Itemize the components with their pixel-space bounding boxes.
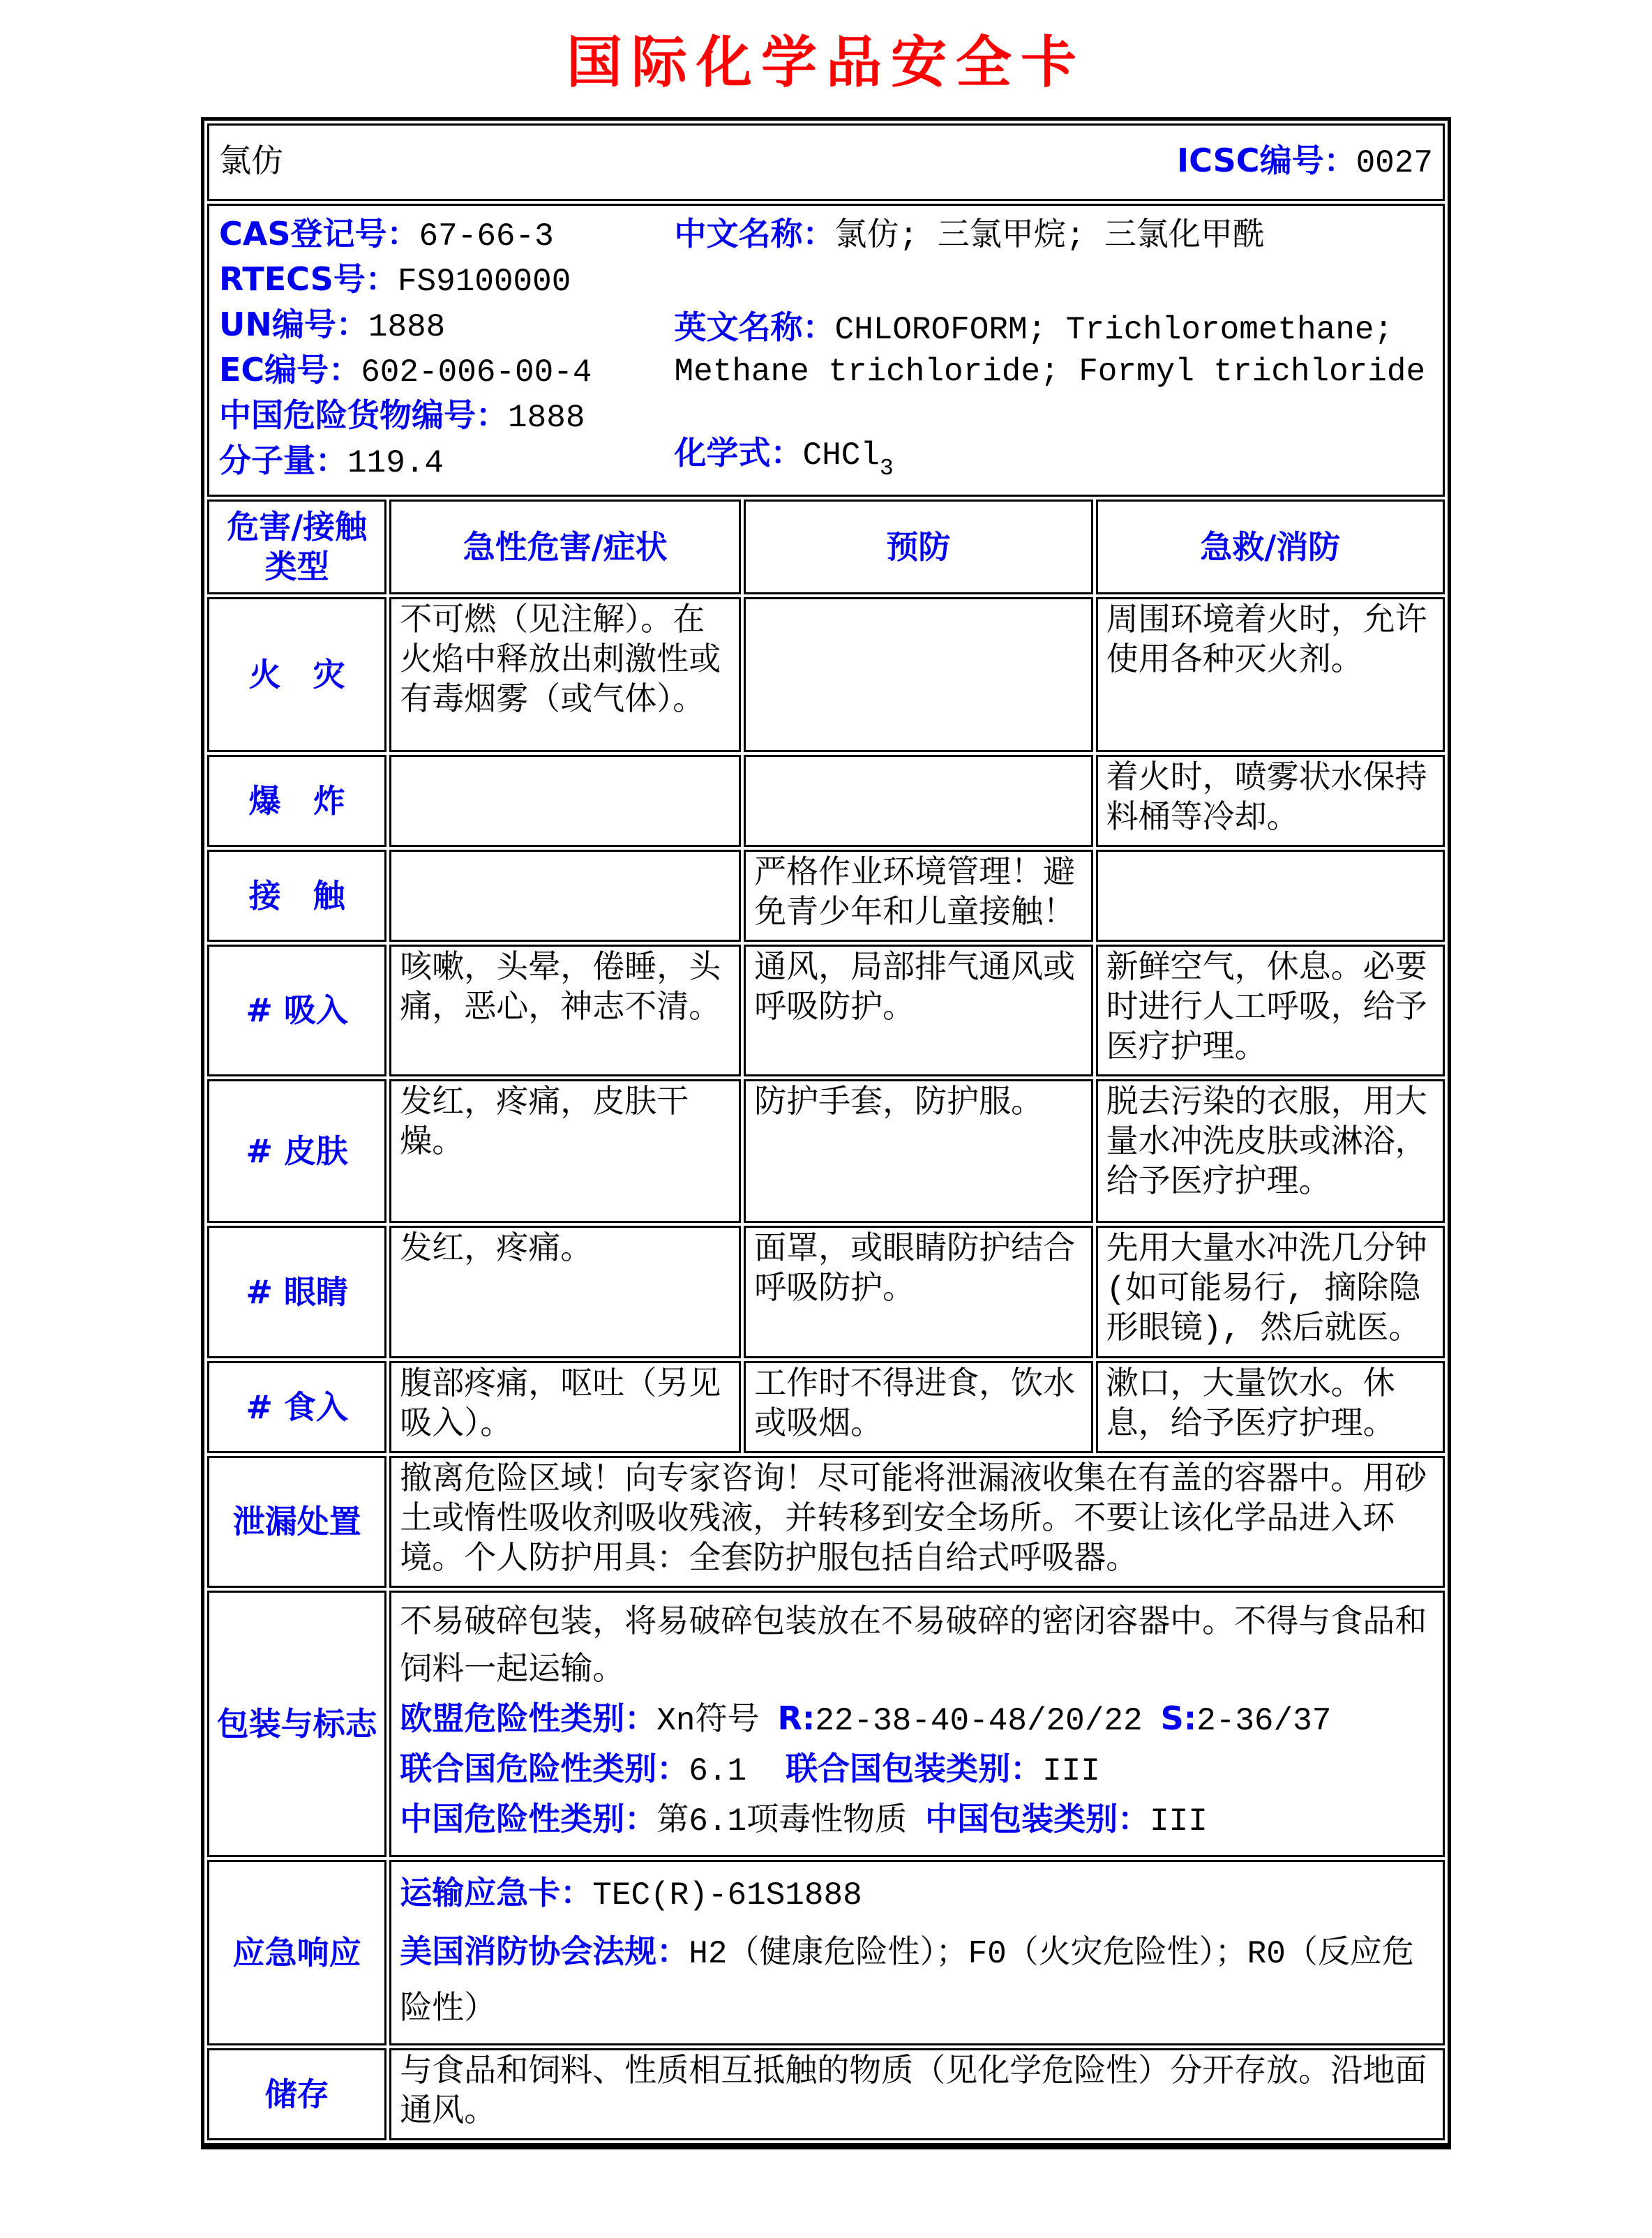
cas-number-line: [219, 213, 675, 258]
inhalation-symptoms-cell: 咳嗽，头晕，倦睡，头痛，恶心，神志不清。: [389, 945, 741, 1076]
chemical-formula-value: CHCl: [802, 437, 880, 474]
eu-class-value: Xn符号: [656, 1703, 760, 1739]
identification-left-column: [219, 213, 675, 485]
english-name-line: [675, 306, 1434, 393]
chinese-name-value: 氯仿; 三氯甲烷; 三氯化甲酰: [834, 218, 1265, 255]
ingestion-firstaid-cell: 漱口，大量饮水。休息，给予医疗护理。: [1096, 1361, 1445, 1453]
hazard-type-ingestion: # 食入: [207, 1361, 386, 1453]
un-pack-group-label: 联合国包装类别：: [786, 1750, 1043, 1787]
ingestion-symptoms-cell: 腹部疼痛，呕吐（另见吸入）。: [389, 1361, 741, 1453]
hazard-type-exposure: 接 触: [207, 850, 386, 942]
cas-number-label: CAS登记号：: [219, 215, 419, 253]
english-name-value: CHLOROFORM; Trichloromethane; Methane trichloride; Formyl trichloride: [674, 312, 1426, 390]
section-row-packaging: [207, 1591, 1445, 1857]
substance-name: 氯仿: [219, 145, 283, 181]
fire-prevention-cell: [744, 597, 1092, 752]
section-label-spill: 泄漏处置: [207, 1456, 386, 1588]
un-pack-group-value: III: [1042, 1753, 1100, 1789]
header-hazard-type-cell: [207, 500, 386, 594]
cn-hazard-class-value: 第6.1项毒性物质: [656, 1803, 908, 1840]
section-row-emergency: [207, 1860, 1445, 2045]
identification-right-column: [675, 213, 1434, 485]
ingestion-prevention-cell: 工作时不得进食，饮水或吸烟。: [744, 1361, 1092, 1453]
hazard-table-header-row: [207, 500, 1445, 594]
hazard-row-exposure: [207, 850, 1445, 942]
nfpa-code-label: 美国消防协会法规：: [400, 1932, 689, 1970]
china-dg-number-label: 中国危险货物编号：: [219, 396, 508, 434]
ec-number-line: [219, 349, 675, 394]
cn-hazard-class-label: 中国危险性类别：: [400, 1800, 657, 1838]
nfpa-code-line: [400, 1923, 1434, 2038]
hazard-row-fire: [207, 597, 1445, 752]
chemical-formula-line: [674, 432, 1434, 481]
r-phrase-label: R:: [777, 1699, 816, 1737]
eyes-prevention-cell: 面罩，或眼睛防护结合呼吸防护。: [744, 1226, 1092, 1358]
eu-class-label: 欧盟危险性类别：: [400, 1699, 657, 1737]
hazard-row-ingestion: [207, 1361, 1445, 1453]
cn-pack-group-label: 中国包装类别：: [925, 1800, 1150, 1838]
header-firstaid-cell: 急救/消防: [1096, 500, 1445, 594]
inhalation-prevention-cell: 通风，局部排气通风或呼吸防护。: [744, 945, 1092, 1076]
ec-number-label: EC编号：: [219, 351, 361, 389]
nfpa-code-value: H2（健康危险性）；F0（火灾危险性）；R0（反应危险性）: [400, 1936, 1414, 2028]
inhalation-firstaid-cell: 新鲜空气，休息。必要时进行人工呼吸，给予医疗护理。: [1096, 945, 1445, 1076]
r-phrase-value: 22-38-40-48/20/22: [815, 1703, 1143, 1739]
hazard-row-inhalation: [207, 945, 1445, 1076]
un-hazard-class-value: 6.1: [689, 1753, 747, 1789]
chemical-formula-subscript: 3: [879, 454, 894, 481]
section-label-packaging: 包装与标志: [207, 1591, 386, 1857]
hazard-type-fire: 火 灾: [207, 597, 386, 752]
storage-content-cell: 与食品和饲料、性质相互抵触的物质（见化学危险性）分开存放。沿地面通风。: [389, 2048, 1445, 2140]
rtecs-number-value: FS9100000: [397, 264, 571, 300]
un-number-value: 1888: [368, 309, 446, 345]
chemical-formula-label: 化学式：: [674, 434, 803, 472]
substance-header-cell: [207, 123, 1445, 201]
icsc-number: [1177, 141, 1433, 183]
section-row-spill: [207, 1456, 1445, 1588]
transport-emergency-card-line: [400, 1865, 1434, 1923]
packaging-transport-line: 不易破碎包装，将易破碎包装放在不易破碎的密闭容器中。不得与食品和饲料一起运输。: [400, 1605, 1427, 1689]
substance-header-row: [207, 123, 1445, 201]
eyes-firstaid-cell: 先用大量水冲洗几分钟(如可能易行, 摘除隐形眼镜), 然后就医。: [1096, 1226, 1445, 1358]
packaging-cn-line: [400, 1795, 1434, 1845]
header-symptoms-cell: 急性危害/症状: [389, 500, 741, 594]
ec-number-value: 602-006-00-4: [361, 354, 592, 391]
packaging-eu-line: [400, 1695, 1434, 1745]
china-dg-number-value: 1888: [508, 400, 585, 436]
explosion-prevention-cell: [744, 755, 1092, 847]
skin-firstaid-cell: 脱去污染的衣服，用大量水冲洗皮肤或淋浴，给予医疗护理。: [1096, 1079, 1445, 1223]
rtecs-number-line: [219, 258, 675, 303]
s-phrase-label: S:: [1160, 1699, 1197, 1737]
cn-pack-group-value: III: [1150, 1803, 1208, 1840]
english-name-label: 英文名称：: [674, 308, 835, 346]
section-label-emergency: 应急响应: [207, 1860, 386, 2045]
identification-cell: [207, 204, 1445, 497]
packaging-content-cell: [389, 1591, 1445, 1857]
transport-emergency-card-label: 运输应急卡：: [400, 1874, 593, 1912]
hazard-type-inhalation: # 吸入: [207, 945, 386, 1076]
fire-firstaid-cell: 周围环境着火时，允许使用各种灭火剂。: [1096, 597, 1445, 752]
icsc-card: [201, 117, 1451, 2149]
cas-number-value: 67-66-3: [419, 218, 554, 255]
section-label-storage: 储存: [207, 2048, 386, 2140]
chinese-name-label: 中文名称：: [674, 215, 835, 253]
transport-emergency-card-value: TEC(R)-61S1888: [592, 1877, 862, 1914]
china-dg-number-line: [219, 394, 675, 440]
exposure-symptoms-cell: [389, 850, 741, 942]
chinese-name-line: [675, 213, 1434, 257]
rtecs-number-label: RTECS号：: [219, 260, 398, 298]
header-hazard-type-line1: 危害/接触: [227, 508, 368, 546]
packaging-un-line: [400, 1745, 1434, 1795]
header-prevention-cell: 预防: [744, 500, 1092, 594]
molecular-weight-line: [219, 440, 675, 485]
spill-content-cell: 撤离危险区域！向专家咨询！尽可能将泄漏液收集在有盖的容器中。用砂土或惰性吸收剂吸收残液，并转移到安全场所。不要让该化学品进入环境。个人防护用具：全套防护服包括自给式呼吸器。: [389, 1456, 1445, 1588]
explosion-symptoms-cell: [389, 755, 741, 847]
emergency-content-cell: [389, 1860, 1445, 2045]
hazard-row-eyes: [207, 1226, 1445, 1358]
hazard-type-eyes: # 眼睛: [207, 1226, 386, 1358]
page-title: 国际化学品安全卡: [566, 30, 1086, 95]
hazard-type-skin: # 皮肤: [207, 1079, 386, 1223]
icsc-number-label: ICSC编号：: [1176, 142, 1356, 179]
hazard-row-explosion: [207, 755, 1445, 847]
un-number-line: [219, 303, 675, 349]
skin-prevention-cell: 防护手套，防护服。: [744, 1079, 1092, 1223]
exposure-firstaid-cell: [1096, 850, 1445, 942]
icsc-number-value: 0027: [1356, 145, 1433, 181]
hazard-row-skin: [207, 1079, 1445, 1223]
skin-symptoms-cell: 发红，疼痛，皮肤干燥。: [389, 1079, 741, 1223]
un-hazard-class-label: 联合国危险性类别：: [400, 1750, 689, 1787]
section-row-storage: [207, 2048, 1445, 2140]
eyes-symptoms-cell: 发红，疼痛。: [389, 1226, 741, 1358]
header-hazard-type-line2: 类型: [264, 548, 329, 585]
explosion-firstaid-cell: 着火时，喷雾状水保持料桶等冷却。: [1096, 755, 1445, 847]
s-phrase-value: 2-36/37: [1196, 1703, 1332, 1739]
identification-row: [207, 204, 1445, 497]
exposure-prevention-cell: 严格作业环境管理！避免青少年和儿童接触！: [744, 850, 1092, 942]
hazard-type-explosion: 爆 炸: [207, 755, 386, 847]
un-number-label: UN编号：: [219, 306, 368, 343]
molecular-weight-label: 分子量：: [219, 442, 347, 479]
molecular-weight-value: 119.4: [347, 445, 444, 481]
fire-symptoms-cell: 不可燃（见注解）。在火焰中释放出刺激性或有毒烟雾（或气体）。: [389, 597, 741, 752]
